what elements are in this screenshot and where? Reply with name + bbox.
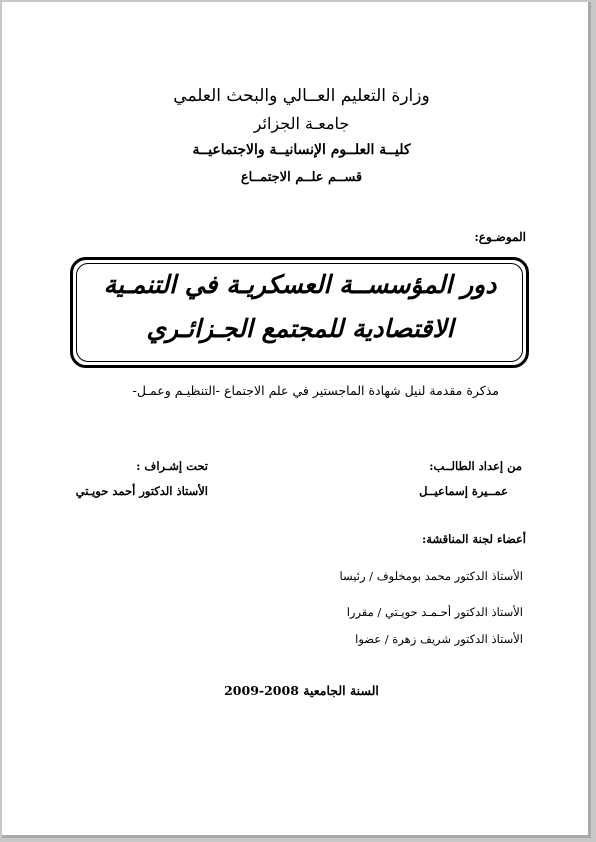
supervisor-name: الأستاذ الدكتور أحمد حويـتي <box>75 484 208 498</box>
memo-description: مذكرة مقدمة لنيل شهادة الماجستير في علم الاجتماع -التنظيـم وعمـل- <box>132 383 499 398</box>
faculty-name: كليــة العلــوم الإنسانيــة والاجتماعيــة <box>192 142 411 158</box>
department-name: قســم علــم الاجتمــاع <box>240 170 363 185</box>
jury-member: الأستاذ الدكتور شريف زهرة / عضوا <box>355 632 523 646</box>
jury-member: الأستاذ الدكتور أحـمـد حويـتي / مقررا <box>346 605 523 619</box>
student-label: من إعداد الطالــب: <box>429 459 522 473</box>
ministry-name: وزارة التعليم العــالي والبحث العلمي <box>173 86 430 106</box>
jury-member: الأستاذ الدكتور محمد بومخلوف / رئيسا <box>339 569 523 583</box>
subject-label: الموضـوع: <box>474 230 526 244</box>
academic-year: السنة الجامعية 2008-2009 <box>224 683 379 698</box>
supervisor-label: تحت إشـراف : <box>136 459 208 473</box>
document-page <box>2 2 591 838</box>
thesis-title-line-1: دور المؤسســة العسكريـة في التنمـية <box>103 270 497 299</box>
jury-label: أعضاء لجنة المناقشة: <box>422 532 526 546</box>
university-name: جامعـة الجزائر <box>253 114 350 133</box>
thesis-title-line-2: الاقتصادية للمجتمع الجـزائـري <box>146 314 454 343</box>
student-name: عمــيرة إسماعيــل <box>419 484 508 498</box>
